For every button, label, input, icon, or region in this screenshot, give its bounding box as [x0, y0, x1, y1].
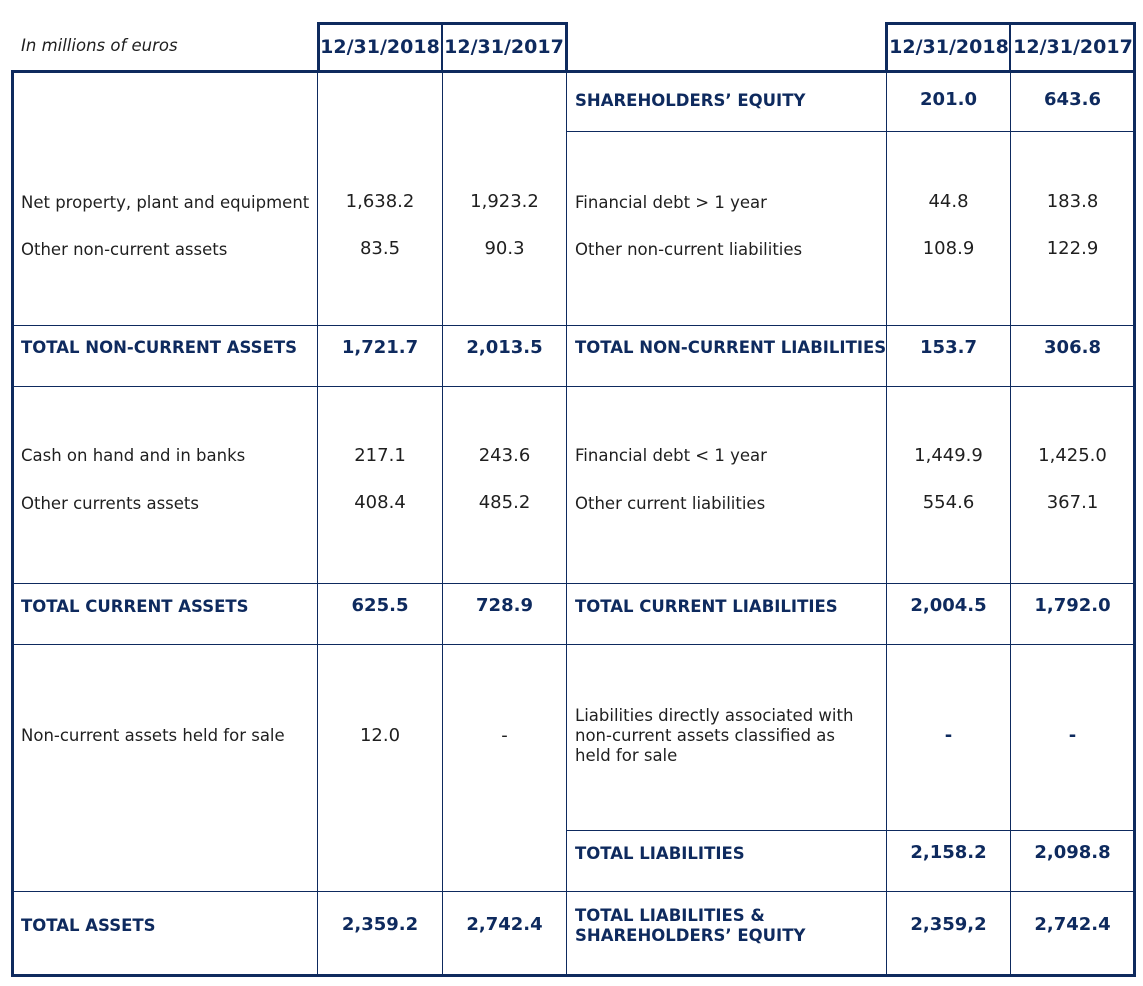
header-right-divider [1009, 22, 1011, 72]
other-nca-2018: 83.5 [359, 238, 401, 259]
table-left-border [11, 70, 14, 977]
total-liab-2017: 2,098.8 [1034, 842, 1111, 863]
header-right-left-border [885, 22, 888, 72]
equity-2017: 643.6 [1044, 89, 1101, 110]
total-ca-label: TOTAL CURRENT ASSETS [21, 597, 249, 616]
col-line-3 [566, 72, 567, 975]
other-ncl-2018: 108.9 [922, 238, 975, 259]
total-cl-2017: 1,792.0 [1034, 595, 1111, 616]
other-cl-2017: 367.1 [1046, 492, 1099, 513]
assets-row-line-2 [13, 386, 567, 387]
total-ncl-2018: 153.7 [920, 337, 977, 358]
total-nca-label: TOTAL NON-CURRENT ASSETS [21, 338, 297, 357]
held-for-sale-2017: - [501, 725, 508, 746]
debt-gt1-2017: 183.8 [1046, 191, 1099, 212]
total-liab-equity-label: TOTAL LIABILITIES & SHAREHOLDERS’ EQUITY [575, 906, 806, 945]
debt-lt1-2018: 1,449.9 [914, 445, 983, 466]
liab-row-line-4 [566, 644, 1134, 645]
cash-label: Cash on hand and in banks [21, 446, 246, 465]
debt-gt1-2018: 44.8 [928, 191, 969, 212]
total-ncl-2017: 306.8 [1044, 337, 1101, 358]
total-assets-label: TOTAL ASSETS [21, 916, 156, 935]
total-cl-2018: 2,004.5 [910, 595, 987, 616]
cash-2018: 217.1 [354, 445, 406, 466]
held-for-sale-liab-2018: - [944, 725, 953, 746]
held-for-sale-liab-label: Liabilities directly associated with non-current assets classified as held for sale [575, 706, 854, 765]
total-liab-label: TOTAL LIABILITIES [575, 844, 745, 863]
header-left-2018: 12/31/2018 [320, 36, 440, 58]
held-for-sale-liab-2017: - [1068, 725, 1077, 746]
header-right-right-border [1133, 22, 1136, 72]
other-ca-2017: 485.2 [478, 492, 531, 513]
header-left-right-border [565, 22, 568, 72]
cash-2017: 243.6 [478, 445, 531, 466]
header-left-divider [441, 22, 443, 72]
total-liab-equity-2018: 2,359,2 [910, 914, 987, 935]
equity-2018: 201.0 [920, 89, 977, 110]
total-nca-2018: 1,721.7 [341, 337, 419, 358]
ppe-2017: 1,923.2 [470, 191, 539, 212]
other-ncl-2017: 122.9 [1046, 238, 1099, 259]
ppe-2018: 1,638.2 [345, 191, 415, 212]
other-ca-2018: 408.4 [354, 492, 406, 513]
assets-row-line-1 [13, 325, 567, 326]
header-left-2017: 12/31/2017 [444, 36, 564, 58]
total-ncl-label: TOTAL NON-CURRENT LIABILITIES [575, 338, 887, 357]
liab-row-line-2 [566, 386, 1134, 387]
assets-row-line-4 [13, 644, 567, 645]
liab-row-line-3 [566, 583, 1134, 584]
total-ca-2018: 625.5 [351, 595, 409, 616]
liab-row-line-0 [566, 131, 1134, 132]
table-bottom-border [11, 974, 1136, 977]
assets-row-line-3 [13, 583, 567, 584]
other-ncl-label: Other non-current liabilities [575, 240, 803, 259]
liab-row-line-5 [566, 830, 1134, 831]
other-cl-2018: 554.6 [922, 492, 975, 513]
total-liab-equity-2017: 2,742.4 [1034, 914, 1111, 935]
units-caption: In millions of euros [21, 36, 178, 55]
other-cl-label: Other current liabilities [575, 494, 766, 513]
liab-row-line-1 [566, 325, 1134, 326]
liab-row-line-6 [566, 891, 1134, 892]
other-ca-label: Other currents assets [21, 494, 199, 513]
total-assets-2017: 2,742.4 [466, 914, 543, 935]
held-for-sale-label: Non-current assets held for sale [21, 726, 285, 745]
equity-label: SHAREHOLDERS’ EQUITY [575, 91, 806, 110]
header-left-left-border [317, 22, 320, 72]
header-right-2018: 12/31/2018 [889, 36, 1009, 58]
ppe-label: Net property, plant and equipment [21, 193, 310, 212]
held-for-sale-2018: 12.0 [359, 725, 401, 746]
total-assets-2018: 2,359.2 [341, 914, 419, 935]
total-nca-2017: 2,013.5 [466, 337, 543, 358]
debt-gt1-label: Financial debt > 1 year [575, 193, 767, 212]
debt-lt1-2017: 1,425.0 [1038, 445, 1107, 466]
header-right-2017: 12/31/2017 [1013, 36, 1133, 58]
total-ca-2017: 728.9 [476, 595, 533, 616]
debt-lt1-label: Financial debt < 1 year [575, 446, 767, 465]
total-cl-label: TOTAL CURRENT LIABILITIES [575, 597, 838, 616]
total-liab-2018: 2,158.2 [910, 842, 987, 863]
table-top-border [11, 70, 1136, 73]
assets-row-line-5 [13, 891, 567, 892]
other-nca-2017: 90.3 [484, 238, 525, 259]
other-nca-label: Other non-current assets [21, 240, 228, 259]
